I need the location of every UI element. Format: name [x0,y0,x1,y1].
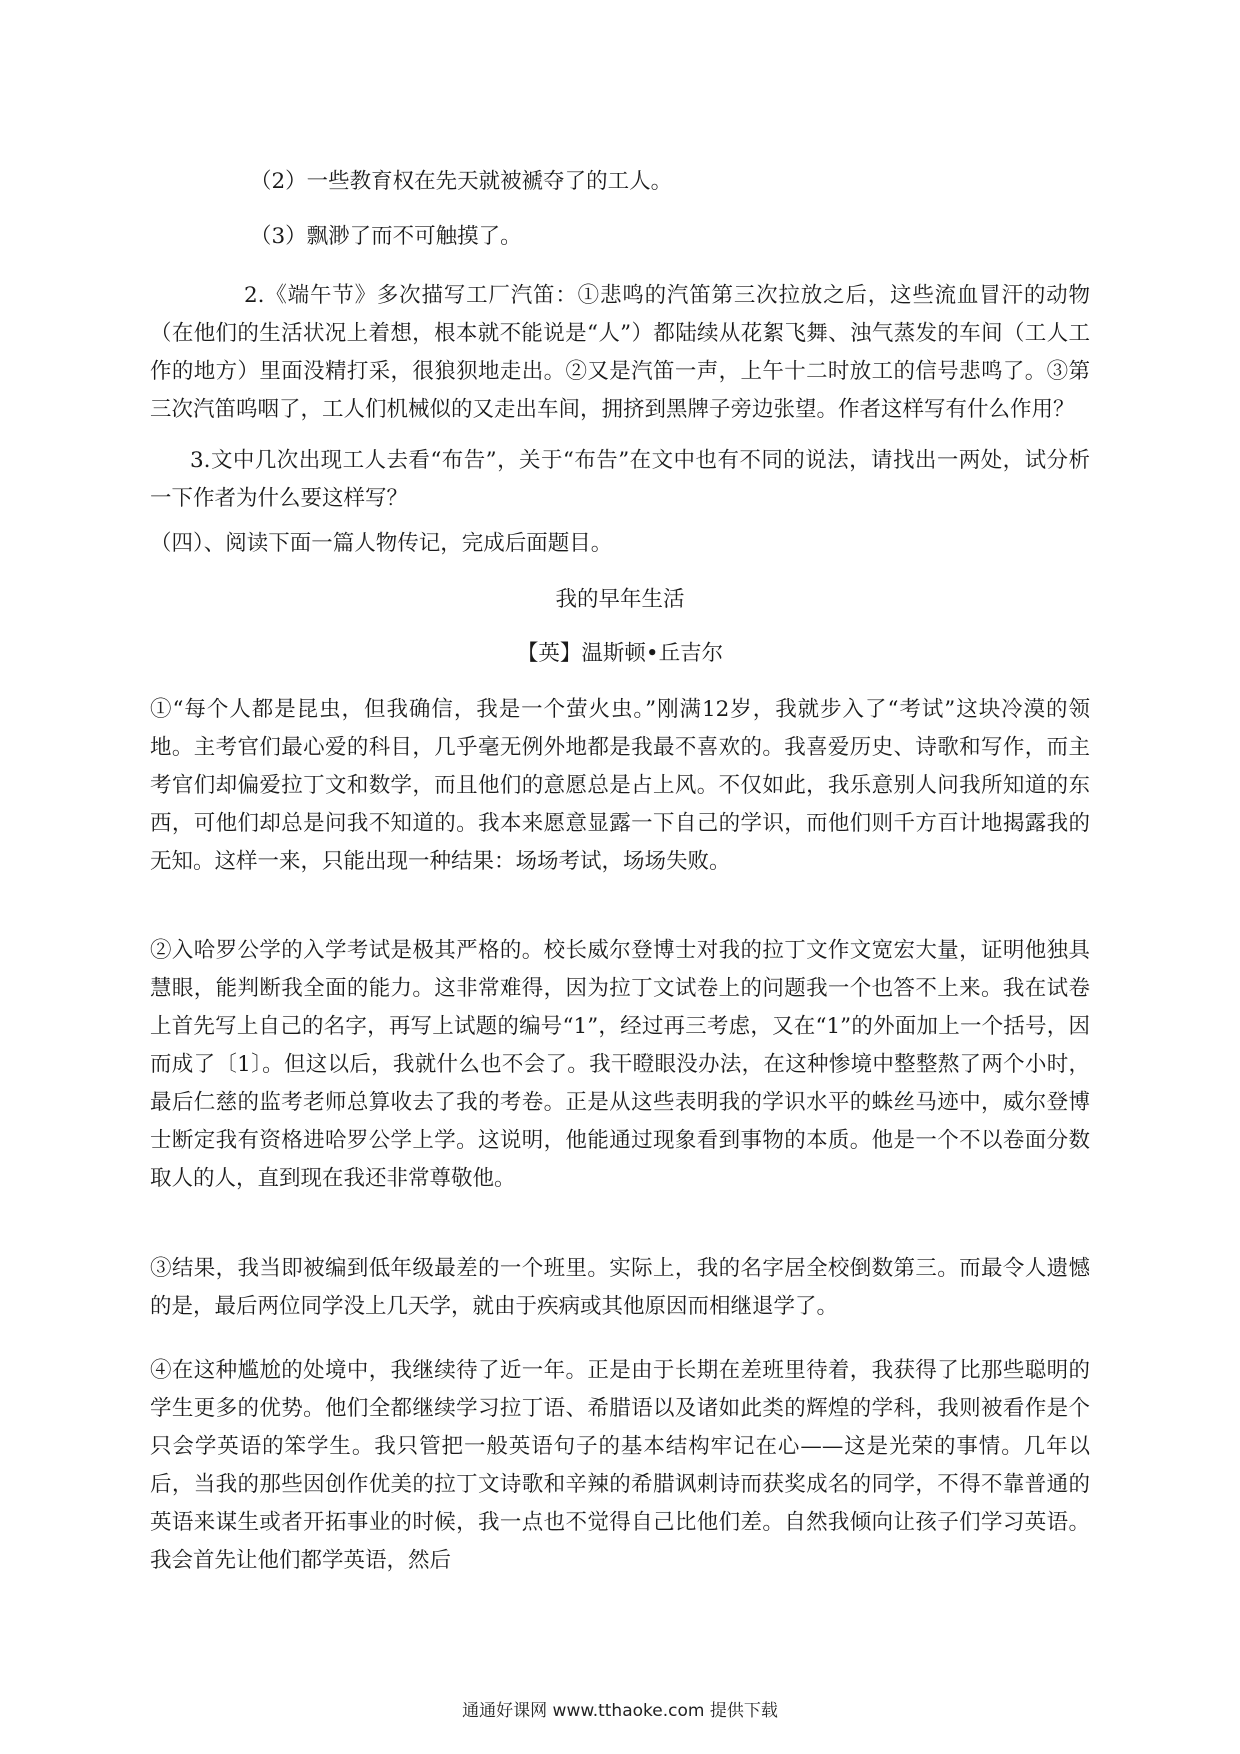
article-paragraph: ①“每个人都是昆虫，但我确信，我是一个萤火虫。”刚满12岁，我就步入了“考试”这块冷漠的领地。主考官们最心爱的科目，几乎毫无例外地都是我最不喜欢的。我喜爱历史、诗歌和写作，而主考官们却偏爱拉丁文和数学，而且他们的意愿总是占上风。不仅如此，我乐意别人问我所知道的东西，可他们却总是问我不知道的。我本来愿意显露一下自己的学识，而他们则千方百计地揭露我的无知。这样一来，只能出现一种结果：场场考试，场场失败。 [150,697,1090,874]
article-paragraph: ③结果，我当即被编到低年级最差的一个班里。实际上，我的名字居全校倒数第三。而最令人遗憾的是，最后两位同学没上几天学，就由于疾病或其他原因而相继退学了。 [150,1256,1090,1319]
answer-item-3: （3）飘渺了而不可触摸了。 [250,224,522,249]
article-paragraph: ②入哈罗公学的入学考试是极其严格的。校长威尔登博士对我的拉丁文作文宽宏大量，证明他独具慧眼，能判断我全面的能力。这非常难得，因为拉丁文试卷上的问题我一个也答不上来。我在试卷上首先写上自己的名字，再写上试题的编号“1”，经过再三考虑，又在“1”的外面加上一个括号，因而成了〔1〕。但这以后，我就什么也不会了。我干瞪眼没办法，在这种惨境中整整熬了两个小时，最后仁慈的监考老师总算收去了我的考卷。正是从这些表明我的学识水平的蛛丝马迹中，威尔登博士断定我有资格进哈罗公学上学。这说明，他能通过现象看到事物的本质。他是一个不以卷面分数取人的人，直到现在我还非常尊敬他。 [150,938,1090,1191]
question-2: 2.《端午节》多次描写工厂汽笛：①悲鸣的汽笛第三次拉放之后，这些流血冒汗的动物（在他们的生活状况上着想，根本就不能说是“人”）都陆续从花絮飞舞、浊气蒸发的车间（工人工作的地方）里面没精打采，很狼狈地走出。②又是汽笛一声，上午十二时放工的信号悲鸣了。③第三次汽笛呜咽了，工人们机械似的又走出车间，拥挤到黑牌子旁边张望。作者这样写有什么作用？ [150,283,1090,422]
answer-item-2: （2）一些教育权在先天就被褫夺了的工人。 [250,169,673,194]
article-title: 我的早年生活 [555,587,685,612]
question-3: 3.文中几次出现工人去看“布告”，关于“布告”在文中也有不同的说法，请找出一两处，试分析一下作者为什么要这样写？ [150,448,1090,511]
section-heading: （四）、阅读下面一篇人物传记，完成后面题目。 [150,531,613,556]
article-author: 【英】温斯顿•丘吉尔 [516,641,724,666]
article-paragraph: ④在这种尴尬的处境中，我继续待了近一年。正是由于长期在差班里待着，我获得了比那些聪明的学生更多的优势。他们全都继续学习拉丁语、希腊语以及诸如此类的辉煌的学科，我则被看作是个只会学英语的笨学生。我只管把一般英语句子的基本结构牢记在心——这是光荣的事情。几年以后，当我的那些因创作优美的拉丁文诗歌和辛辣的希腊讽刺诗而获奖成名的同学，不得不靠普通的英语来谋生或者开拓事业的时候，我一点也不觉得自己比他们差。自然我倾向让孩子们学习英语。我会首先让他们都学英语，然后 [150,1358,1090,1573]
page-footer: 通通好课网 www.tthaoke.com 提供下载 [462,1701,778,1721]
